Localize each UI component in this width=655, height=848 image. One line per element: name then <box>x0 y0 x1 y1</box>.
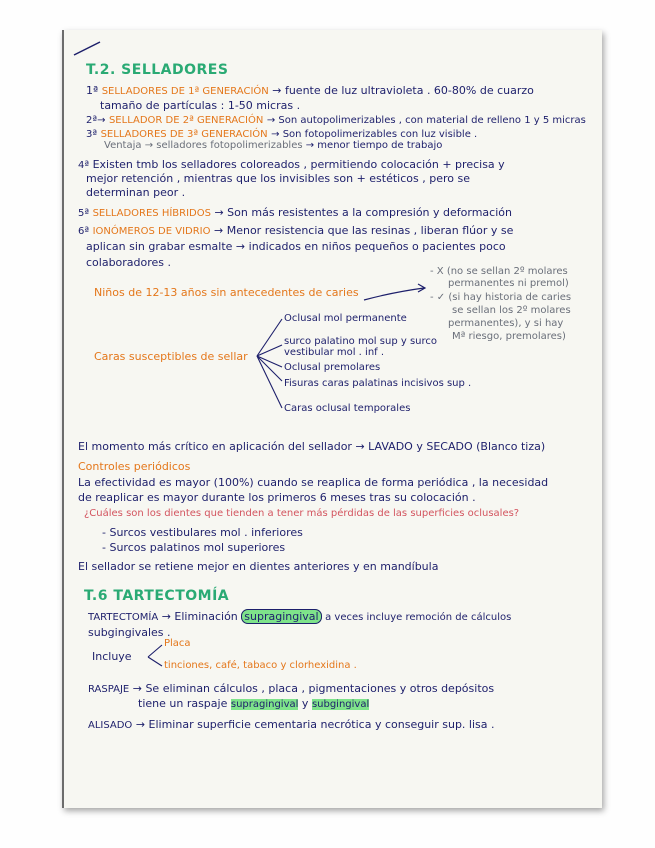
item-6-line-3: colaboradores . <box>86 256 172 269</box>
caras-label: Caras susceptibles de sellar <box>94 350 248 363</box>
item-2-text: → Son autopolimerizables , con material de relleno 1 y 5 micras <box>266 115 586 126</box>
caras-bracket <box>257 319 282 408</box>
alisado-line <box>88 718 495 732</box>
tartectomia-line <box>88 610 511 624</box>
notebook-page <box>62 30 602 808</box>
supragingival-highlight: supragingival <box>241 609 321 624</box>
item-6-line-2: aplican sin grabar esmalte → indicados en niños pequeños o pacientes poco <box>86 240 506 253</box>
item-1-number: 1ª <box>86 84 99 97</box>
retiene-text: El sellador se retiene mejor en dientes anteriores y en mandíbula <box>78 560 439 573</box>
ninos-line: Niños de 12-13 años sin antecedentes de caries <box>94 286 359 299</box>
item-4-number: 4ª <box>78 160 90 171</box>
tartectomia-label: TARTECTOMÍA <box>88 612 159 623</box>
note-v-line-1: - ✓ (si hay historia de caries <box>430 292 572 303</box>
cara-item: Oclusal premolares <box>284 362 381 373</box>
note-x-line-1: - X (no se sellan 2º molares <box>430 266 568 277</box>
note-v-line-4: Mª riesgo, premolares) <box>452 331 566 342</box>
item-6-label: IONÓMEROS DE VIDRIO <box>92 226 211 237</box>
item-1-label: SELLADORES DE 1ª GENERACIÓN <box>101 86 269 97</box>
incluye-bracket <box>148 645 162 666</box>
raspaje-line-2 <box>138 697 369 711</box>
item-1-continuation: tamaño de partículas : 1-50 micras . <box>100 99 301 112</box>
item-2-number: 2ª→ <box>86 115 106 126</box>
respuesta-2: - Surcos palatinos mol superiores <box>102 541 286 554</box>
momento-critico: El momento más crítico en aplicación del sellador → LAVADO y SECADO (Blanco tiza) <box>78 440 546 453</box>
item-2 <box>86 113 586 127</box>
item-3-text: → Son fotopolimerizables con luz visible . <box>271 129 478 140</box>
item-3-number: 3ª <box>86 129 98 140</box>
pregunta: ¿Cuáles son los dientes que tienden a tener más pérdidas de las superficies oclusales? <box>84 508 520 519</box>
raspaje-label: RASPAJE <box>88 684 130 695</box>
advantage-text: → selladores fotopolimerizables <box>144 140 303 151</box>
raspaje-y: y <box>301 697 309 710</box>
note-v-line-3: permanentes), y si hay <box>448 318 564 329</box>
alisado-label: ALISADO <box>88 720 133 731</box>
item-5-text: → Son más resistentes a la compresión y deformación <box>214 206 512 219</box>
item-3 <box>86 127 477 141</box>
item-5-label: SELLADORES HÍBRIDOS <box>92 208 211 219</box>
tartectomia-arrow: → Eliminación <box>161 610 238 623</box>
alisado-text: → Eliminar superficie cementaria necrótica y conseguir sup. lisa . <box>135 718 495 731</box>
item-6 <box>78 224 513 238</box>
advantage-label: Ventaja <box>104 140 142 151</box>
incluye-placa: Placa <box>164 638 191 649</box>
title-scribble <box>74 42 100 55</box>
raspaje-line <box>88 682 494 696</box>
respuesta-1: - Surcos vestibulares mol . inferiores <box>102 526 303 539</box>
item-6-text: → Menor resistencia que las resinas , liberan flúor y se <box>214 224 514 237</box>
section-title-t6: T.6 TARTECTOMÍA <box>84 588 230 604</box>
item-1-text: → fuente de luz ultravioleta . 60-80% de cuarzo <box>272 84 534 97</box>
controles-title: Controles periódicos <box>78 460 191 473</box>
cara-item: Oclusal mol permanente <box>284 313 407 324</box>
tartectomia-rest: a veces incluye remoción de cálculos <box>325 612 512 623</box>
item-3-label: SELLADORES DE 3ª GENERACIÓN <box>100 129 268 140</box>
incluye-label: Incluye <box>92 650 132 663</box>
cara-item: vestibular mol . inf . <box>284 347 385 358</box>
item-5-number: 5ª <box>78 208 90 219</box>
note-x-line-2: permanentes ni premol) <box>448 278 569 289</box>
raspaje-subgingival: subgingival <box>311 699 370 710</box>
item-4-line-2: mejor retención , mientras que los invisibles son + estéticos , pero se <box>86 172 470 185</box>
item-4-line-1: Existen tmb los selladores coloreados , permitiendo colocación + precisa y <box>92 158 505 171</box>
item-4-line-3: determinan peor . <box>86 186 186 199</box>
item-6-number: 6ª <box>78 226 90 237</box>
cara-item: Fisuras caras palatinas incisivos sup . <box>284 378 472 389</box>
curved-arrow <box>364 288 424 300</box>
note-v-line-2: se sellan los 2º molares <box>452 305 571 316</box>
section-title-t2: T.2. SELLADORES <box>86 62 229 78</box>
item-2-label: SELLADOR DE 2ª GENERACIÓN <box>108 115 264 126</box>
raspaje-line-2-text: tiene un raspaje <box>138 697 228 710</box>
item-1 <box>86 84 534 98</box>
controles-line-2: de reaplicar es mayor durante los primeros 6 meses tras su colocación . <box>78 491 476 504</box>
incluye-tinciones: tinciones, café, tabaco y clorhexidina . <box>164 660 357 671</box>
item-4 <box>78 158 505 172</box>
item-3-advantage <box>104 140 442 152</box>
cara-item: surco palatino mol sup y surco <box>284 336 437 347</box>
raspaje-text: → Se eliminan cálculos , placa , pigmentaciones y otros depósitos <box>132 682 495 695</box>
retiene-line <box>78 560 438 573</box>
raspaje-supragingival: supragingival <box>230 699 299 710</box>
cara-item: Caras oclusal temporales <box>284 403 411 414</box>
advantage-after: → menor tiempo de trabajo <box>305 140 443 151</box>
item-5 <box>78 206 512 220</box>
controles-line-1: La efectividad es mayor (100%) cuando se reaplica de forma periódica , la necesidad <box>78 476 549 489</box>
tartectomia-line-2: subgingivales . <box>88 626 171 639</box>
